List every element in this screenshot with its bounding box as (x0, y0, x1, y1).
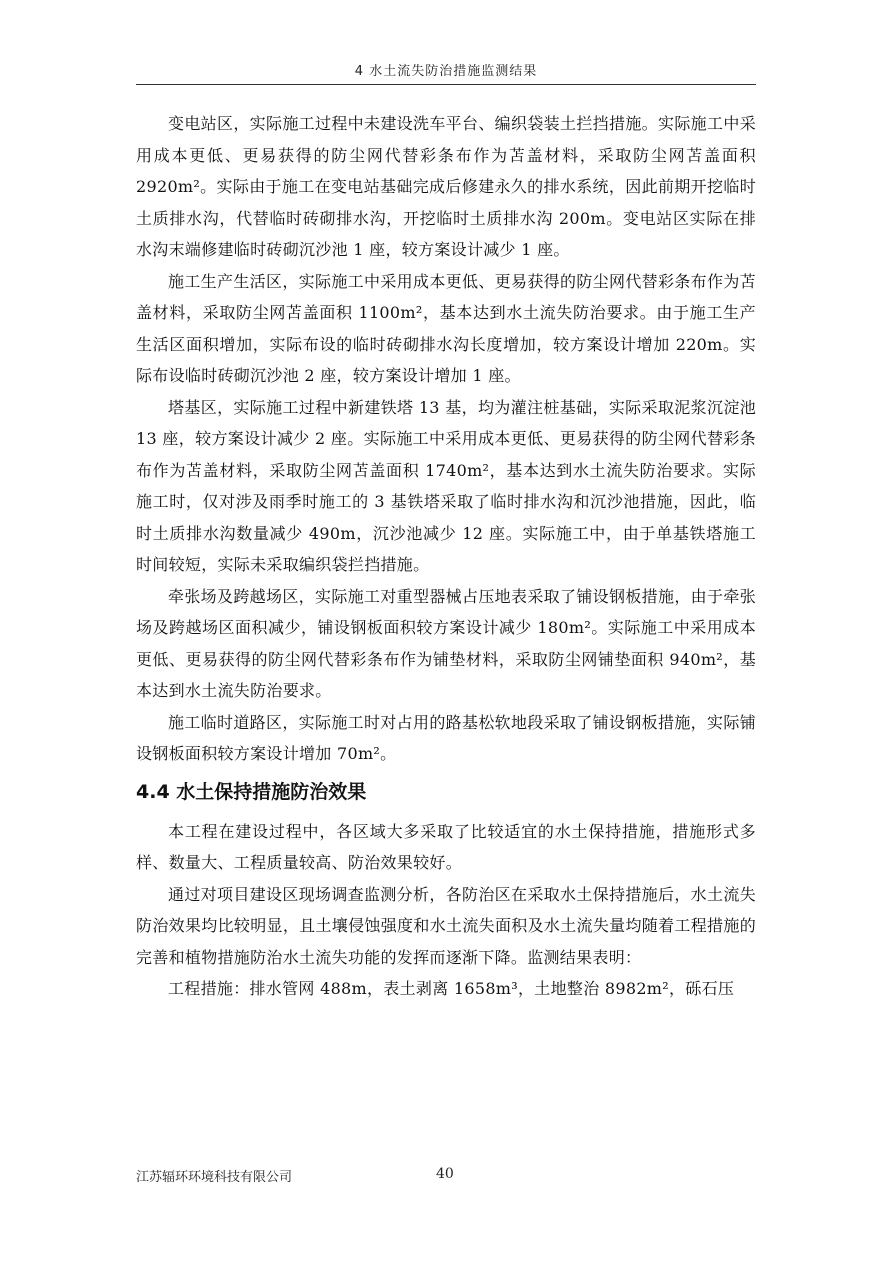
paragraph-temporary-road: 施工临时道路区，实际施工时对占用的路基松软地段采取了铺设钢板措施，实际铺设钢板面积较方案设计增加 70m²。 (136, 712, 756, 763)
footer-company: 江苏辐环环境科技有限公司 (136, 1170, 293, 1185)
paragraph-monitoring-analysis: 通过对项目建设区现场调查监测分析，各防治区在采取水土保持措施后，水土流失防治效果均比较明显，且土壤侵蚀强度和水土流失面积及水土流失量均随着工程措施的完善和植物措施防治水土流失功能的发挥而逐渐下降。监测结果表明： (136, 884, 756, 967)
paragraph-tension-crossing-field: 牵张场及跨越场区，实际施工对重型器械占压地表采取了铺设钢板措施，由于牵张场及跨越场区面积减少，铺设钢板面积较方案设计减少 180m²。实际施工中采用成本更低、更易获得的防尘网代替彩条布作为铺垫材料，采取防尘网铺垫面积 940m²，基本达到水土流失防治要求。 (136, 586, 756, 700)
header-rule (136, 84, 756, 85)
paragraph-tower-base: 塔基区，实际施工过程中新建铁塔 13 基，均为灌注桩基础，实际采取泥浆沉淀池 13 座，较方案设计减少 2 座。实际施工中采用成本更低、更易获得的防尘网代替彩条布作为苫盖材料，采取防尘网苫盖面积 1740m²，基本达到水土流失防治要求。实际施工时，仅对涉及雨季时施工的 3 基铁塔采取了临时排水沟和沉沙池措施，因此，临时土质排水沟数量减少 490m，沉沙池减少 12 座。实际施工中，由于单基铁塔施工时间较短，实际未采取编织袋拦挡措施。 (136, 397, 756, 574)
page-number: 40 (436, 1166, 454, 1182)
paragraph-substation: 变电站区，实际施工过程中未建设洗车平台、编织袋装土拦挡措施。实际施工中采用成本更低、更易获得的防尘网代替彩条布作为苫盖材料，采取防尘网苫盖面积 2920m²。实际由于施工在变电站基础完成后修建永久的排水系统，因此前期开挖临时土质排水沟，代替临时砖砌排水沟，开挖临时土质排水沟 200m。变电站区实际在排水沟末端修建临时砖砌沉沙池 1 座，较方案设计减少 1 座。 (136, 114, 756, 259)
paragraph-overview: 本工程在建设过程中，各区域大多采取了比较适宜的水土保持措施，措施形式多样、数量大、工程质量较高、防治效果较好。 (136, 821, 756, 872)
running-header: 4 水土流失防治措施监测结果 (354, 64, 538, 79)
document-body (136, 108, 756, 1005)
paragraph-construction-living-area: 施工生产生活区，实际施工中采用成本更低、更易获得的防尘网代替彩条布作为苫盖材料，采取防尘网苫盖面积 1100m²，基本达到水土流失防治要求。由于施工生产生活区面积增加，实际布设的临时砖砌排水沟长度增加，较方案设计增加 220m。实际布设临时砖砌沉沙池 2 座，较方案设计增加 1 座。 (136, 271, 756, 385)
section-heading: 4.4 水土保持措施防治效果 (136, 780, 367, 803)
paragraph-engineering-measures: 工程措施：排水管网 488m，表土剥离 1658m³，土地整治 8982m²，砾石压 (168, 979, 735, 998)
